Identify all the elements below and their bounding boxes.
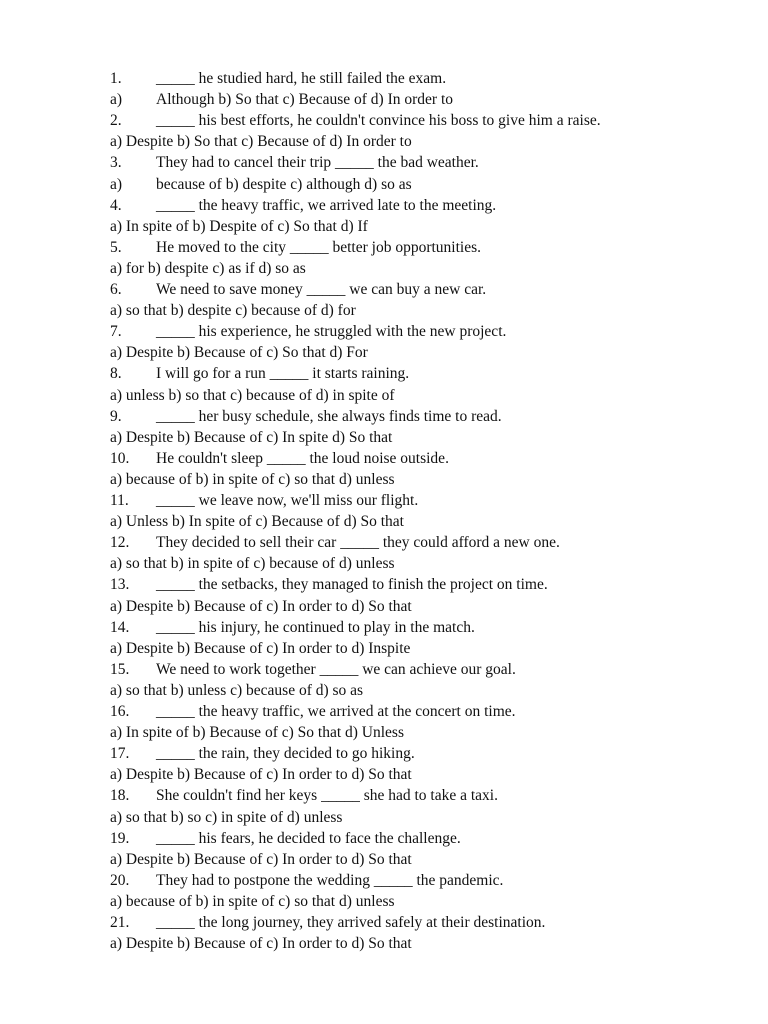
question-text: _____ the setbacks, they managed to finish the project on time. [156, 576, 548, 594]
options-line [110, 131, 412, 152]
question-line [110, 237, 481, 258]
answer-options: a) Despite b) Because of c) In order to d) So that [110, 935, 412, 953]
answer-options: a) for b) despite c) as if d) so as [110, 259, 306, 277]
question-number: 1. [110, 70, 122, 87]
answer-options: a) because of b) in spite of c) so that d) unless [110, 892, 395, 910]
question-number: 19. [110, 829, 130, 847]
question-line [110, 363, 409, 384]
question-number: 2. [110, 112, 122, 130]
question-line [110, 321, 506, 342]
question-text: _____ we leave now, we'll miss our flight. [156, 492, 419, 509]
question-text: _____ he studied hard, he still failed the exam. [156, 70, 447, 87]
options-line [110, 596, 412, 617]
question-line [110, 406, 502, 427]
answer-options: a) In spite of b) Despite of c) So that d) If [110, 217, 368, 235]
question-line [110, 574, 548, 595]
question-line [110, 279, 486, 300]
question-number: 4. [110, 196, 122, 214]
answer-options: a) Despite b) So that c) Because of d) In order to [110, 133, 412, 151]
answer-options: Although b) So that c) Because of d) In order to [156, 91, 454, 109]
options-line [110, 427, 392, 448]
question-line [110, 785, 498, 806]
question-text: They had to cancel their trip _____ the bad weather. [156, 154, 479, 172]
answer-options: a) Unless b) In spite of c) Because of d) So that [110, 513, 404, 531]
options-line [110, 469, 395, 490]
option-marker: a) [110, 175, 123, 193]
question-number: 11. [110, 492, 129, 509]
question-line [110, 448, 449, 469]
option-marker: a) [110, 91, 123, 109]
options-line [110, 216, 368, 237]
question-text: They had to postpone the wedding _____ the pandemic. [156, 871, 504, 889]
answer-options: a) Despite b) Because of c) In order to d) So that [110, 850, 412, 868]
question-number: 10. [110, 449, 130, 467]
answer-options: a) so that b) unless c) because of d) so as [110, 681, 364, 699]
question-text: _____ his best efforts, he couldn't convince his boss to give him a raise. [156, 112, 601, 130]
options-line [110, 807, 342, 828]
question-text: _____ her busy schedule, she always finds time to read. [156, 407, 502, 425]
options-line [110, 722, 404, 743]
options-line [110, 342, 368, 363]
options-line [110, 511, 404, 532]
question-text: I will go for a run _____ it starts raining. [156, 365, 410, 383]
question-line [110, 912, 545, 933]
question-line [110, 532, 560, 553]
question-number: 9. [110, 407, 122, 425]
question-line [110, 490, 418, 511]
answer-options: a) Despite b) Because of c) In order to d) So that [110, 766, 412, 784]
question-number: 21. [110, 914, 130, 931]
question-line [110, 870, 503, 891]
options-line [110, 764, 412, 785]
question-text: He couldn't sleep _____ the loud noise outside. [156, 449, 449, 467]
answer-options: a) because of b) in spite of c) so that d) unless [110, 470, 395, 488]
question-line [110, 659, 516, 680]
question-number: 13. [110, 576, 130, 594]
question-text: _____ his experience, he struggled with the new project. [156, 323, 507, 341]
options-line [110, 300, 356, 321]
question-number: 18. [110, 787, 130, 805]
options-line [110, 553, 395, 574]
question-number: 8. [110, 365, 122, 383]
question-number: 16. [110, 703, 130, 720]
question-text: _____ his injury, he continued to play in the match. [156, 618, 475, 636]
answer-options: a) Despite b) Because of c) In order to d) Inspite [110, 639, 411, 657]
question-number: 7. [110, 323, 122, 341]
answer-options: a) so that b) so c) in spite of d) unless [110, 808, 343, 826]
question-line [110, 617, 475, 638]
answer-options: a) so that b) in spite of c) because of d) unless [110, 555, 395, 573]
question-line [110, 828, 461, 849]
question-number: 5. [110, 238, 122, 256]
options-line [110, 849, 412, 870]
options-line [110, 174, 412, 195]
options-line [110, 680, 363, 701]
options-line [110, 89, 453, 110]
question-line [110, 195, 496, 216]
answer-options: a) In spite of b) Because of c) So that d) Unless [110, 724, 404, 742]
answer-options: because of b) despite c) although d) so as [156, 175, 412, 193]
question-line [110, 110, 601, 131]
question-number: 20. [110, 871, 130, 889]
question-number: 12. [110, 534, 130, 552]
question-text: They decided to sell their car _____ they could afford a new one. [156, 534, 560, 552]
answer-options: a) Despite b) Because of c) So that d) For [110, 344, 368, 362]
options-line [110, 258, 306, 279]
question-text: _____ his fears, he decided to face the challenge. [156, 829, 461, 847]
answer-options: a) so that b) despite c) because of d) for [110, 302, 356, 320]
question-number: 17. [110, 745, 130, 763]
answer-options: a) Despite b) Because of c) In spite d) So that [110, 428, 393, 446]
question-text: She couldn't find her keys _____ she had to take a taxi. [156, 787, 498, 805]
options-line [110, 891, 395, 912]
question-number: 6. [110, 281, 122, 298]
options-line [110, 933, 412, 954]
question-text: He moved to the city _____ better job opportunities. [156, 238, 482, 256]
question-text: We need to save money _____ we can buy a new car. [156, 281, 487, 298]
question-number: 3. [110, 154, 122, 172]
question-line [110, 152, 479, 173]
answer-options: a) Despite b) Because of c) In order to d) So that [110, 597, 412, 615]
question-line [110, 743, 415, 764]
question-text: We need to work together _____ we can achieve our goal. [156, 660, 516, 678]
question-text: _____ the heavy traffic, we arrived at the concert on time. [156, 703, 516, 720]
question-line [110, 68, 446, 89]
options-line [110, 385, 395, 406]
question-text: _____ the heavy traffic, we arrived late to the meeting. [156, 196, 497, 214]
question-line [110, 701, 516, 722]
answer-options: a) unless b) so that c) because of d) in spite of [110, 386, 395, 404]
question-text: _____ the long journey, they arrived safely at their destination. [156, 914, 546, 931]
options-line [110, 638, 410, 659]
question-number: 15. [110, 660, 130, 678]
question-text: _____ the rain, they decided to go hiking. [156, 745, 415, 763]
question-number: 14. [110, 618, 130, 636]
